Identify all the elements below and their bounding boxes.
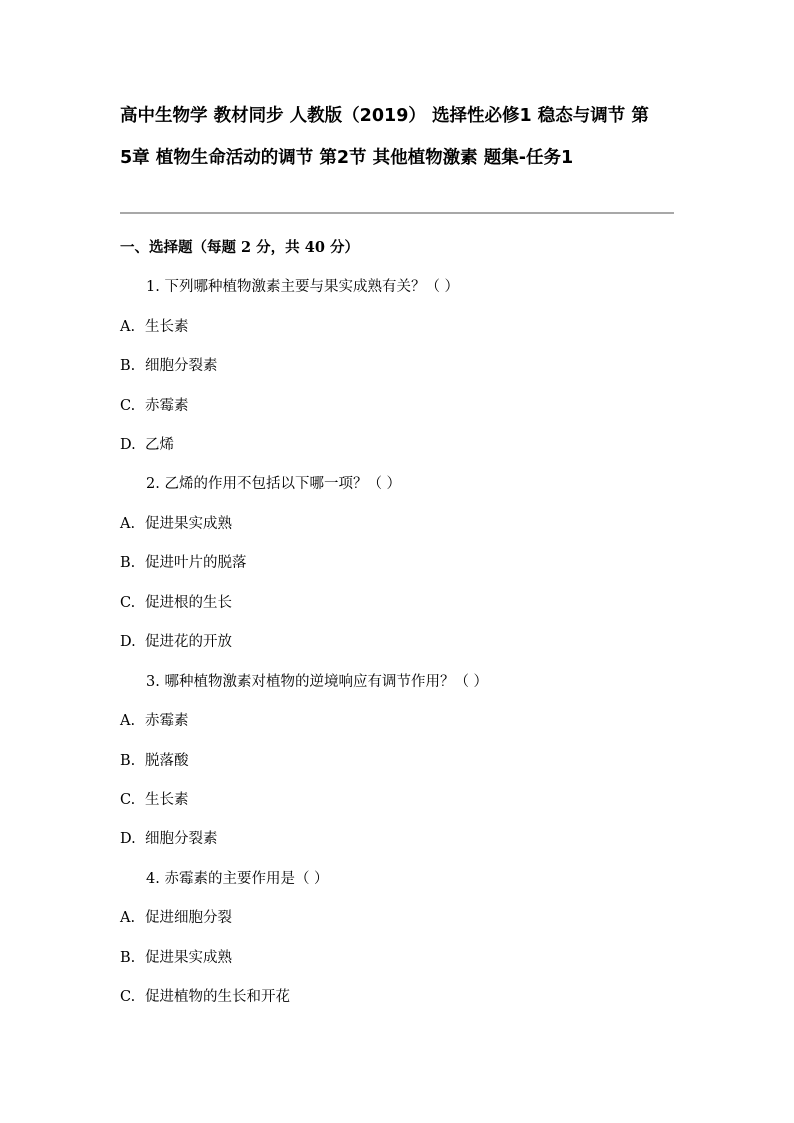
option-letter: A. [120, 516, 136, 532]
option-text: 促进叶片的脱落 [145, 555, 247, 571]
option-3b [120, 752, 189, 770]
question-number: 2. [146, 476, 160, 492]
option-text: 乙烯 [145, 437, 174, 453]
option-letter: B. [120, 753, 136, 769]
option-4c [120, 988, 290, 1006]
title-divider [120, 212, 674, 214]
option-1a [120, 318, 189, 336]
section-heading: 一、选择题（每题 2 分，共 40 分） [120, 239, 359, 256]
question-text: 哪种植物激素对植物的逆境响应有调节作用？（ ） [164, 674, 489, 690]
option-3a [120, 712, 189, 730]
option-4a [120, 909, 232, 927]
option-text: 促进根的生长 [145, 595, 232, 611]
option-letter: D. [120, 437, 136, 453]
option-2c [120, 594, 232, 612]
option-text: 细胞分裂素 [145, 831, 218, 847]
option-letter: A. [120, 319, 136, 335]
question-number: 3. [146, 674, 160, 690]
option-3d [120, 830, 218, 848]
option-3c [120, 791, 189, 809]
option-text: 促进果实成熟 [145, 950, 232, 966]
question-number: 4. [146, 871, 160, 887]
option-letter: C. [120, 595, 136, 611]
option-letter: B. [120, 950, 136, 966]
document-title-line-2: 5章 植物生命活动的调节 第2节 其他植物激素 题集-任务1 [120, 148, 574, 168]
option-letter: D. [120, 634, 136, 650]
option-letter: B. [120, 555, 136, 571]
option-1b [120, 357, 218, 375]
option-letter: D. [120, 831, 136, 847]
option-letter: A. [120, 713, 136, 729]
option-text: 细胞分裂素 [145, 358, 218, 374]
question-text: 下列哪种植物激素主要与果实成熟有关？（ ） [164, 279, 460, 295]
option-2b [120, 554, 247, 572]
option-text: 促进花的开放 [145, 634, 232, 650]
question-text: 乙烯的作用不包括以下哪一项？（ ） [164, 476, 402, 492]
question-3 [146, 673, 488, 691]
option-text: 促进细胞分裂 [145, 910, 232, 926]
option-2d [120, 633, 232, 651]
option-text: 促进植物的生长和开花 [145, 989, 290, 1005]
option-text: 赤霉素 [145, 713, 189, 729]
option-text: 赤霉素 [145, 398, 189, 414]
question-text: 赤霉素的主要作用是（ ） [164, 871, 329, 887]
option-1c [120, 397, 189, 415]
question-1 [146, 278, 459, 296]
option-text: 生长素 [145, 792, 189, 808]
option-text: 脱落酸 [145, 753, 189, 769]
option-letter: C. [120, 398, 136, 414]
question-number: 1. [146, 279, 160, 295]
document-title-line-1: 高中生物学 教材同步 人教版（2019） 选择性必修1 稳态与调节 第 [120, 106, 649, 126]
option-4b [120, 949, 232, 967]
option-letter: B. [120, 358, 136, 374]
option-2a [120, 515, 232, 533]
option-text: 促进果实成熟 [145, 516, 232, 532]
option-text: 生长素 [145, 319, 189, 335]
question-2 [146, 475, 401, 493]
question-4 [146, 870, 329, 888]
option-letter: C. [120, 989, 136, 1005]
option-1d [120, 436, 174, 454]
option-letter: A. [120, 910, 136, 926]
option-letter: C. [120, 792, 136, 808]
